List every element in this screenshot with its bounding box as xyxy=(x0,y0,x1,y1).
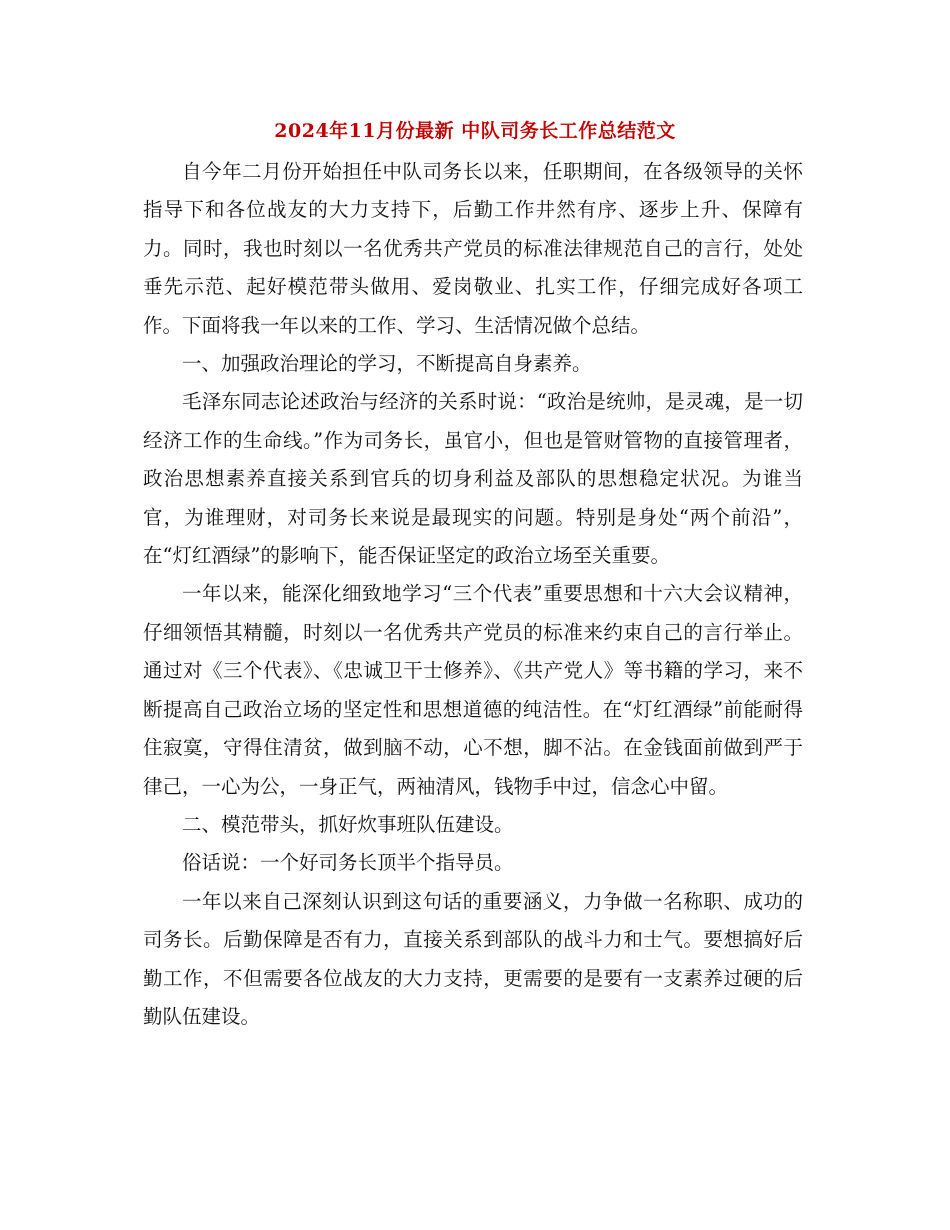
section-heading-2: 二、模范带头，抓好炊事班队伍建设。 xyxy=(182,812,514,836)
paragraph-political-theory: 毛泽东同志论述政治与经济的关系时说：“政治是统帅，是灵魂，是一切经济工作的生命线。”作为司务长，虽官小，但也是管财管物的直接管理者，政治思想素养直接关系到官兵的切身利益及部队的思想稳定状况。为谁当官，为谁理财，对司务长来说是最现实的问题。特别是身处“两个前沿”， 在“灯红酒绿”的影响下，能否保证坚定的政治立场至关重要。 xyxy=(143,390,803,568)
paragraph-team-building: 一年以来自己深刻认识到这句话的重要涵义，力争做一名称职、成功的司务长。后勤保障是否有力，直接关系到部队的战斗力和士气。要想搞好后勤工作，不但需要各位战友的大力支持，更需要的是要有一支素养过硬的后勤队伍建设。 xyxy=(143,889,803,1028)
document-body xyxy=(143,153,803,1036)
paragraph-intro: 自今年二月份开始担任中队司务长以来，任职期间，在各级领导的关怀指导下和各位战友的大力支持下，后勤工作井然有序、逐步上升、保障有力。同时，我也时刻以一名优秀共产党员的标准法律规范自己的言行，处处垂先示范、起好模范带头做用、爱岗敬业、扎实工作，仔细完成好各项工作。下面将我一年以来的工作、学习、生活情况做个总结。 xyxy=(143,160,803,337)
paragraph-study: 一年以来，能深化细致地学习“三个代表”重要思想和十六大会议精神，仔细领悟其精髓，时刻以一名优秀共产党员的标准来约束自己的言行举止。通过对《三个代表》、《忠诚卫干士修养》、《共产党人》等书籍的学习，来不断提高自己政治立场的坚定性和思想道德的纯洁性。在“灯红酒绿”前能耐得住寂寞，守得住清贫，做到脑不动，心不想，脚不沾。在金钱面前做到严于律己，一心为公，一身正气，两袖清风，钱物手中过，信念心中留。 xyxy=(143,582,803,798)
document-title: 2024年11月份最新 中队司务长工作总结范文 xyxy=(274,120,676,142)
section-heading-1: 一、加强政治理论的学习，不断提高自身素养。 xyxy=(182,352,592,376)
paragraph-saying: 俗话说：一个好司务长顶半个指导员。 xyxy=(182,851,514,875)
